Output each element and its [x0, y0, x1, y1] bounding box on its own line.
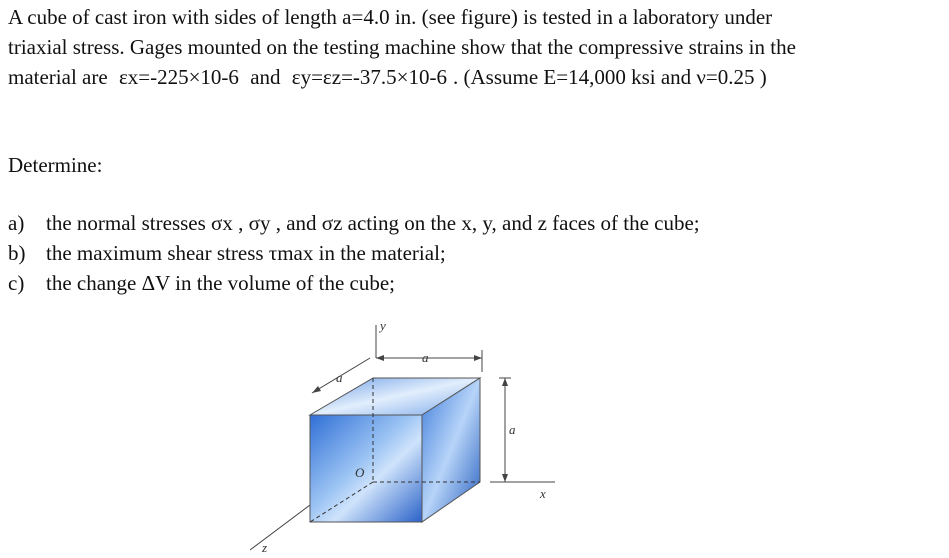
- dim-right-arrow-top: [502, 378, 508, 386]
- label-a-left: a: [336, 370, 343, 385]
- strain-x: εx=-225×10-6: [118, 65, 239, 89]
- question-c-text: the change ΔV in the volume of the cube;: [46, 271, 396, 295]
- question-c-letter: c): [8, 271, 25, 295]
- cube-front-face: [310, 415, 422, 522]
- label-y: y: [380, 318, 386, 333]
- label-z: z: [262, 540, 268, 555]
- cube-figure: [250, 310, 570, 555]
- problem-line-3: [8, 62, 767, 92]
- question-a-text: the normal stresses σx , σy , and σz acting on the x, y, and z faces of the cube;: [46, 211, 700, 235]
- question-b: [8, 238, 446, 268]
- question-a-letter: a): [8, 211, 25, 235]
- dim-top-arrow-right: [474, 355, 482, 361]
- line3-assume: . (Assume E=14,000 ksi and ν=0.25 ): [453, 65, 767, 89]
- question-c: [8, 268, 395, 298]
- question-b-letter: b): [8, 241, 26, 265]
- z-axis: [250, 505, 310, 550]
- line3-and: and: [250, 65, 281, 89]
- determine-heading: Determine:: [8, 153, 103, 177]
- dim-right-arrow-bottom: [502, 474, 508, 482]
- label-origin: O: [355, 465, 365, 480]
- strain-yz: εy=εz=-37.5×10-6: [291, 65, 447, 89]
- problem-line-1: A cube of cast iron with sides of length a=4.0 in. (see figure) is tested in a laboratory under: [8, 5, 773, 29]
- label-x: x: [540, 486, 546, 501]
- question-a: [8, 208, 700, 238]
- dim-left-arrow: [312, 386, 321, 393]
- problem-line-2: triaxial stress. Gages mounted on the testing machine show that the compressive strains in the: [8, 35, 796, 59]
- dim-top-arrow-left: [376, 355, 384, 361]
- label-a-top: a: [422, 350, 429, 365]
- label-a-right: a: [509, 422, 516, 437]
- line3-intro: material are: [8, 65, 108, 89]
- question-b-text: the maximum shear stress τmax in the material;: [46, 241, 446, 265]
